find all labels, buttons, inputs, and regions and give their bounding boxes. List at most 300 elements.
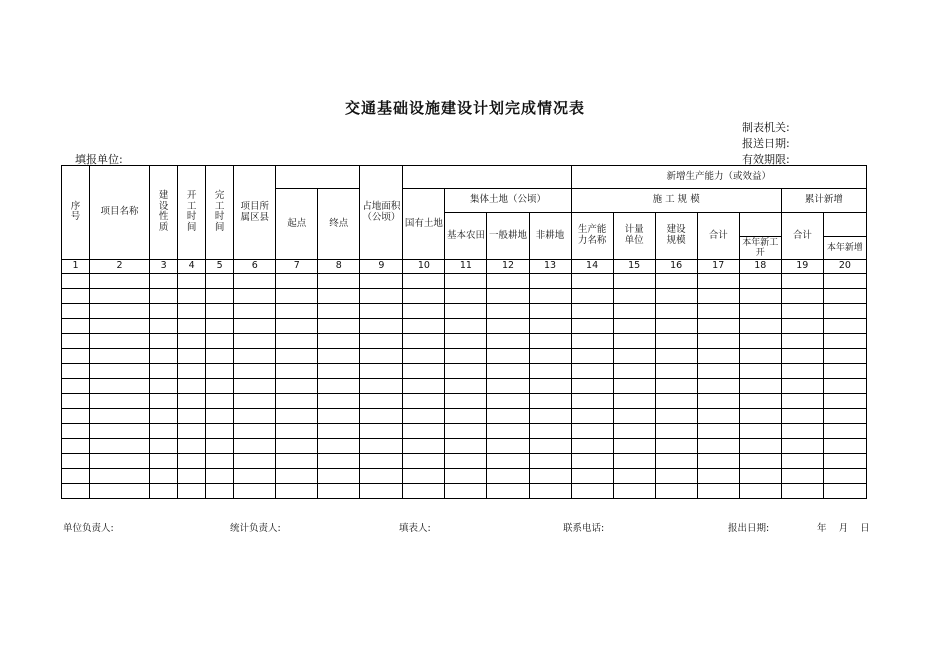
table-cell[interactable] <box>571 304 613 319</box>
table-cell[interactable] <box>403 454 445 469</box>
table-cell[interactable] <box>697 289 739 304</box>
table-cell[interactable] <box>234 289 276 304</box>
table-cell[interactable] <box>276 334 318 349</box>
table-cell[interactable] <box>655 409 697 424</box>
table-cell[interactable] <box>318 379 360 394</box>
table-cell[interactable] <box>823 379 866 394</box>
table-cell[interactable] <box>318 454 360 469</box>
table-cell[interactable] <box>62 334 90 349</box>
table-cell[interactable] <box>823 334 866 349</box>
table-cell[interactable] <box>318 394 360 409</box>
table-cell[interactable] <box>655 454 697 469</box>
table-cell[interactable] <box>62 304 90 319</box>
table-cell[interactable] <box>206 364 234 379</box>
table-cell[interactable] <box>487 304 529 319</box>
table-cell[interactable] <box>781 379 823 394</box>
table-cell[interactable] <box>613 349 655 364</box>
table-cell[interactable] <box>90 304 150 319</box>
table-cell[interactable] <box>697 454 739 469</box>
table-cell[interactable] <box>206 319 234 334</box>
table-cell[interactable] <box>823 439 866 454</box>
table-cell[interactable] <box>487 379 529 394</box>
table-cell[interactable] <box>571 334 613 349</box>
table-cell[interactable] <box>206 454 234 469</box>
table-cell[interactable] <box>571 289 613 304</box>
table-cell[interactable] <box>487 319 529 334</box>
table-cell[interactable] <box>234 469 276 484</box>
table-cell[interactable] <box>613 274 655 289</box>
table-cell[interactable] <box>571 319 613 334</box>
table-cell[interactable] <box>697 409 739 424</box>
table-cell[interactable] <box>150 439 178 454</box>
table-cell[interactable] <box>150 394 178 409</box>
table-cell[interactable] <box>318 289 360 304</box>
table-cell[interactable] <box>360 304 403 319</box>
table-cell[interactable] <box>781 289 823 304</box>
table-cell[interactable] <box>529 469 571 484</box>
table-cell[interactable] <box>178 379 206 394</box>
table-cell[interactable] <box>529 304 571 319</box>
table-cell[interactable] <box>276 349 318 364</box>
table-cell[interactable] <box>150 484 178 499</box>
table-cell[interactable] <box>739 364 781 379</box>
table-cell[interactable] <box>529 274 571 289</box>
table-cell[interactable] <box>823 274 866 289</box>
table-cell[interactable] <box>234 424 276 439</box>
table-cell[interactable] <box>571 454 613 469</box>
table-cell[interactable] <box>655 379 697 394</box>
table-cell[interactable] <box>360 454 403 469</box>
table-cell[interactable] <box>781 439 823 454</box>
table-cell[interactable] <box>150 349 178 364</box>
table-cell[interactable] <box>234 274 276 289</box>
table-cell[interactable] <box>529 364 571 379</box>
table-cell[interactable] <box>90 274 150 289</box>
table-cell[interactable] <box>403 409 445 424</box>
table-cell[interactable] <box>655 289 697 304</box>
table-cell[interactable] <box>529 379 571 394</box>
table-cell[interactable] <box>360 349 403 364</box>
table-cell[interactable] <box>445 454 487 469</box>
table-cell[interactable] <box>318 274 360 289</box>
table-cell[interactable] <box>318 409 360 424</box>
table-cell[interactable] <box>234 454 276 469</box>
table-cell[interactable] <box>206 349 234 364</box>
table-cell[interactable] <box>276 409 318 424</box>
table-cell[interactable] <box>445 439 487 454</box>
table-cell[interactable] <box>403 439 445 454</box>
table-cell[interactable] <box>655 364 697 379</box>
table-cell[interactable] <box>403 484 445 499</box>
table-cell[interactable] <box>823 409 866 424</box>
table-cell[interactable] <box>571 469 613 484</box>
table-cell[interactable] <box>403 364 445 379</box>
table-cell[interactable] <box>739 454 781 469</box>
table-cell[interactable] <box>178 349 206 364</box>
table-cell[interactable] <box>655 319 697 334</box>
table-cell[interactable] <box>403 349 445 364</box>
table-cell[interactable] <box>276 379 318 394</box>
table-cell[interactable] <box>823 484 866 499</box>
table-cell[interactable] <box>276 394 318 409</box>
table-cell[interactable] <box>781 319 823 334</box>
table-cell[interactable] <box>487 274 529 289</box>
table-cell[interactable] <box>445 484 487 499</box>
table-cell[interactable] <box>234 379 276 394</box>
table-cell[interactable] <box>445 409 487 424</box>
table-cell[interactable] <box>360 289 403 304</box>
table-cell[interactable] <box>234 334 276 349</box>
table-cell[interactable] <box>823 454 866 469</box>
table-cell[interactable] <box>360 274 403 289</box>
table-cell[interactable] <box>360 484 403 499</box>
table-cell[interactable] <box>62 469 90 484</box>
table-cell[interactable] <box>571 484 613 499</box>
table-cell[interactable] <box>571 394 613 409</box>
table-cell[interactable] <box>613 289 655 304</box>
table-cell[interactable] <box>697 349 739 364</box>
table-cell[interactable] <box>445 394 487 409</box>
table-cell[interactable] <box>571 439 613 454</box>
table-cell[interactable] <box>739 349 781 364</box>
table-cell[interactable] <box>697 484 739 499</box>
table-cell[interactable] <box>571 409 613 424</box>
table-cell[interactable] <box>445 379 487 394</box>
table-cell[interactable] <box>739 334 781 349</box>
table-cell[interactable] <box>571 349 613 364</box>
table-cell[interactable] <box>739 394 781 409</box>
table-cell[interactable] <box>90 469 150 484</box>
table-cell[interactable] <box>613 304 655 319</box>
table-cell[interactable] <box>318 484 360 499</box>
table-cell[interactable] <box>655 439 697 454</box>
table-cell[interactable] <box>613 439 655 454</box>
table-cell[interactable] <box>403 394 445 409</box>
table-cell[interactable] <box>529 349 571 364</box>
table-cell[interactable] <box>178 364 206 379</box>
table-cell[interactable] <box>739 409 781 424</box>
table-cell[interactable] <box>206 394 234 409</box>
table-cell[interactable] <box>234 439 276 454</box>
table-cell[interactable] <box>739 484 781 499</box>
table-cell[interactable] <box>739 304 781 319</box>
table-cell[interactable] <box>781 424 823 439</box>
table-cell[interactable] <box>206 379 234 394</box>
table-cell[interactable] <box>487 454 529 469</box>
table-cell[interactable] <box>445 364 487 379</box>
table-cell[interactable] <box>360 379 403 394</box>
table-cell[interactable] <box>276 484 318 499</box>
table-cell[interactable] <box>178 484 206 499</box>
table-cell[interactable] <box>150 469 178 484</box>
table-cell[interactable] <box>318 364 360 379</box>
table-cell[interactable] <box>487 289 529 304</box>
table-cell[interactable] <box>234 409 276 424</box>
table-cell[interactable] <box>206 439 234 454</box>
table-cell[interactable] <box>445 469 487 484</box>
table-cell[interactable] <box>571 379 613 394</box>
table-cell[interactable] <box>206 274 234 289</box>
table-cell[interactable] <box>403 319 445 334</box>
table-cell[interactable] <box>318 334 360 349</box>
table-cell[interactable] <box>445 424 487 439</box>
table-cell[interactable] <box>571 274 613 289</box>
table-cell[interactable] <box>823 364 866 379</box>
table-cell[interactable] <box>318 349 360 364</box>
table-cell[interactable] <box>571 424 613 439</box>
table-cell[interactable] <box>529 424 571 439</box>
table-cell[interactable] <box>445 319 487 334</box>
table-cell[interactable] <box>613 394 655 409</box>
table-cell[interactable] <box>206 469 234 484</box>
table-cell[interactable] <box>62 349 90 364</box>
table-cell[interactable] <box>781 409 823 424</box>
table-cell[interactable] <box>823 349 866 364</box>
table-cell[interactable] <box>655 424 697 439</box>
table-cell[interactable] <box>781 274 823 289</box>
table-cell[interactable] <box>206 484 234 499</box>
table-cell[interactable] <box>655 349 697 364</box>
table-cell[interactable] <box>655 469 697 484</box>
table-cell[interactable] <box>178 409 206 424</box>
table-cell[interactable] <box>487 469 529 484</box>
table-cell[interactable] <box>781 364 823 379</box>
table-cell[interactable] <box>178 304 206 319</box>
table-cell[interactable] <box>781 334 823 349</box>
table-cell[interactable] <box>613 364 655 379</box>
table-cell[interactable] <box>150 289 178 304</box>
table-cell[interactable] <box>571 364 613 379</box>
table-cell[interactable] <box>487 364 529 379</box>
table-cell[interactable] <box>62 409 90 424</box>
table-cell[interactable] <box>150 364 178 379</box>
table-cell[interactable] <box>487 439 529 454</box>
table-cell[interactable] <box>234 364 276 379</box>
table-cell[interactable] <box>178 319 206 334</box>
table-cell[interactable] <box>360 394 403 409</box>
table-cell[interactable] <box>360 439 403 454</box>
table-cell[interactable] <box>487 394 529 409</box>
table-cell[interactable] <box>62 379 90 394</box>
table-cell[interactable] <box>62 484 90 499</box>
table-cell[interactable] <box>445 289 487 304</box>
table-cell[interactable] <box>62 439 90 454</box>
table-cell[interactable] <box>206 424 234 439</box>
table-cell[interactable] <box>276 289 318 304</box>
table-cell[interactable] <box>90 334 150 349</box>
table-cell[interactable] <box>739 319 781 334</box>
table-cell[interactable] <box>781 394 823 409</box>
table-cell[interactable] <box>781 349 823 364</box>
table-cell[interactable] <box>613 469 655 484</box>
table-cell[interactable] <box>739 274 781 289</box>
table-cell[interactable] <box>150 304 178 319</box>
table-cell[interactable] <box>90 409 150 424</box>
table-cell[interactable] <box>150 319 178 334</box>
table-cell[interactable] <box>697 304 739 319</box>
table-cell[interactable] <box>487 349 529 364</box>
table-cell[interactable] <box>823 424 866 439</box>
table-cell[interactable] <box>487 334 529 349</box>
table-cell[interactable] <box>823 469 866 484</box>
table-cell[interactable] <box>90 439 150 454</box>
table-cell[interactable] <box>697 274 739 289</box>
table-cell[interactable] <box>781 484 823 499</box>
table-cell[interactable] <box>781 469 823 484</box>
table-cell[interactable] <box>613 334 655 349</box>
table-cell[interactable] <box>62 364 90 379</box>
table-cell[interactable] <box>655 394 697 409</box>
table-cell[interactable] <box>206 334 234 349</box>
table-cell[interactable] <box>150 379 178 394</box>
table-cell[interactable] <box>739 289 781 304</box>
table-cell[interactable] <box>487 424 529 439</box>
table-cell[interactable] <box>613 319 655 334</box>
table-cell[interactable] <box>62 454 90 469</box>
table-cell[interactable] <box>234 304 276 319</box>
table-cell[interactable] <box>403 274 445 289</box>
table-cell[interactable] <box>360 469 403 484</box>
table-cell[interactable] <box>318 439 360 454</box>
table-cell[interactable] <box>739 379 781 394</box>
table-cell[interactable] <box>360 409 403 424</box>
table-cell[interactable] <box>62 424 90 439</box>
table-cell[interactable] <box>739 439 781 454</box>
table-cell[interactable] <box>697 469 739 484</box>
table-cell[interactable] <box>529 484 571 499</box>
table-cell[interactable] <box>529 439 571 454</box>
table-cell[interactable] <box>206 304 234 319</box>
table-cell[interactable] <box>150 274 178 289</box>
table-cell[interactable] <box>655 304 697 319</box>
table-cell[interactable] <box>823 289 866 304</box>
table-cell[interactable] <box>234 349 276 364</box>
table-cell[interactable] <box>529 289 571 304</box>
table-cell[interactable] <box>529 409 571 424</box>
table-cell[interactable] <box>529 319 571 334</box>
table-cell[interactable] <box>62 274 90 289</box>
table-cell[interactable] <box>360 424 403 439</box>
table-cell[interactable] <box>529 454 571 469</box>
table-cell[interactable] <box>529 334 571 349</box>
table-cell[interactable] <box>613 484 655 499</box>
table-cell[interactable] <box>234 319 276 334</box>
table-cell[interactable] <box>697 379 739 394</box>
table-cell[interactable] <box>781 304 823 319</box>
table-cell[interactable] <box>90 454 150 469</box>
table-cell[interactable] <box>150 409 178 424</box>
table-cell[interactable] <box>90 319 150 334</box>
table-cell[interactable] <box>360 334 403 349</box>
table-cell[interactable] <box>487 484 529 499</box>
table-cell[interactable] <box>276 319 318 334</box>
table-cell[interactable] <box>90 424 150 439</box>
table-cell[interactable] <box>403 379 445 394</box>
table-cell[interactable] <box>529 394 571 409</box>
table-cell[interactable] <box>318 319 360 334</box>
table-cell[interactable] <box>823 394 866 409</box>
table-cell[interactable] <box>487 409 529 424</box>
table-cell[interactable] <box>178 454 206 469</box>
table-cell[interactable] <box>178 394 206 409</box>
table-cell[interactable] <box>403 424 445 439</box>
table-cell[interactable] <box>90 484 150 499</box>
table-cell[interactable] <box>276 439 318 454</box>
table-cell[interactable] <box>403 304 445 319</box>
table-cell[interactable] <box>613 409 655 424</box>
table-cell[interactable] <box>697 319 739 334</box>
table-cell[interactable] <box>445 274 487 289</box>
table-cell[interactable] <box>234 484 276 499</box>
table-cell[interactable] <box>613 424 655 439</box>
table-cell[interactable] <box>613 379 655 394</box>
table-cell[interactable] <box>613 454 655 469</box>
table-cell[interactable] <box>276 469 318 484</box>
table-cell[interactable] <box>178 289 206 304</box>
table-cell[interactable] <box>178 334 206 349</box>
table-cell[interactable] <box>360 364 403 379</box>
table-cell[interactable] <box>276 304 318 319</box>
table-cell[interactable] <box>697 394 739 409</box>
table-cell[interactable] <box>178 439 206 454</box>
table-cell[interactable] <box>655 274 697 289</box>
table-cell[interactable] <box>360 319 403 334</box>
table-cell[interactable] <box>781 454 823 469</box>
table-cell[interactable] <box>697 334 739 349</box>
table-cell[interactable] <box>697 439 739 454</box>
table-cell[interactable] <box>318 424 360 439</box>
table-cell[interactable] <box>739 469 781 484</box>
table-cell[interactable] <box>697 424 739 439</box>
table-cell[interactable] <box>62 319 90 334</box>
table-cell[interactable] <box>178 424 206 439</box>
table-cell[interactable] <box>445 304 487 319</box>
table-cell[interactable] <box>150 334 178 349</box>
table-cell[interactable] <box>178 274 206 289</box>
table-cell[interactable] <box>90 349 150 364</box>
table-cell[interactable] <box>445 349 487 364</box>
table-cell[interactable] <box>739 424 781 439</box>
table-cell[interactable] <box>318 304 360 319</box>
table-cell[interactable] <box>276 454 318 469</box>
table-cell[interactable] <box>403 334 445 349</box>
table-cell[interactable] <box>276 274 318 289</box>
table-cell[interactable] <box>276 364 318 379</box>
table-cell[interactable] <box>445 334 487 349</box>
table-cell[interactable] <box>62 289 90 304</box>
table-cell[interactable] <box>403 469 445 484</box>
table-cell[interactable] <box>90 394 150 409</box>
table-cell[interactable] <box>150 454 178 469</box>
table-cell[interactable] <box>823 319 866 334</box>
table-cell[interactable] <box>178 469 206 484</box>
table-cell[interactable] <box>206 289 234 304</box>
table-cell[interactable] <box>234 394 276 409</box>
table-cell[interactable] <box>318 469 360 484</box>
table-cell[interactable] <box>697 364 739 379</box>
table-cell[interactable] <box>150 424 178 439</box>
table-cell[interactable] <box>62 394 90 409</box>
table-cell[interactable] <box>655 334 697 349</box>
table-cell[interactable] <box>655 484 697 499</box>
table-cell[interactable] <box>823 304 866 319</box>
table-cell[interactable] <box>90 379 150 394</box>
table-cell[interactable] <box>90 289 150 304</box>
table-cell[interactable] <box>206 409 234 424</box>
table-cell[interactable] <box>276 424 318 439</box>
table-cell[interactable] <box>403 289 445 304</box>
table-cell[interactable] <box>90 364 150 379</box>
